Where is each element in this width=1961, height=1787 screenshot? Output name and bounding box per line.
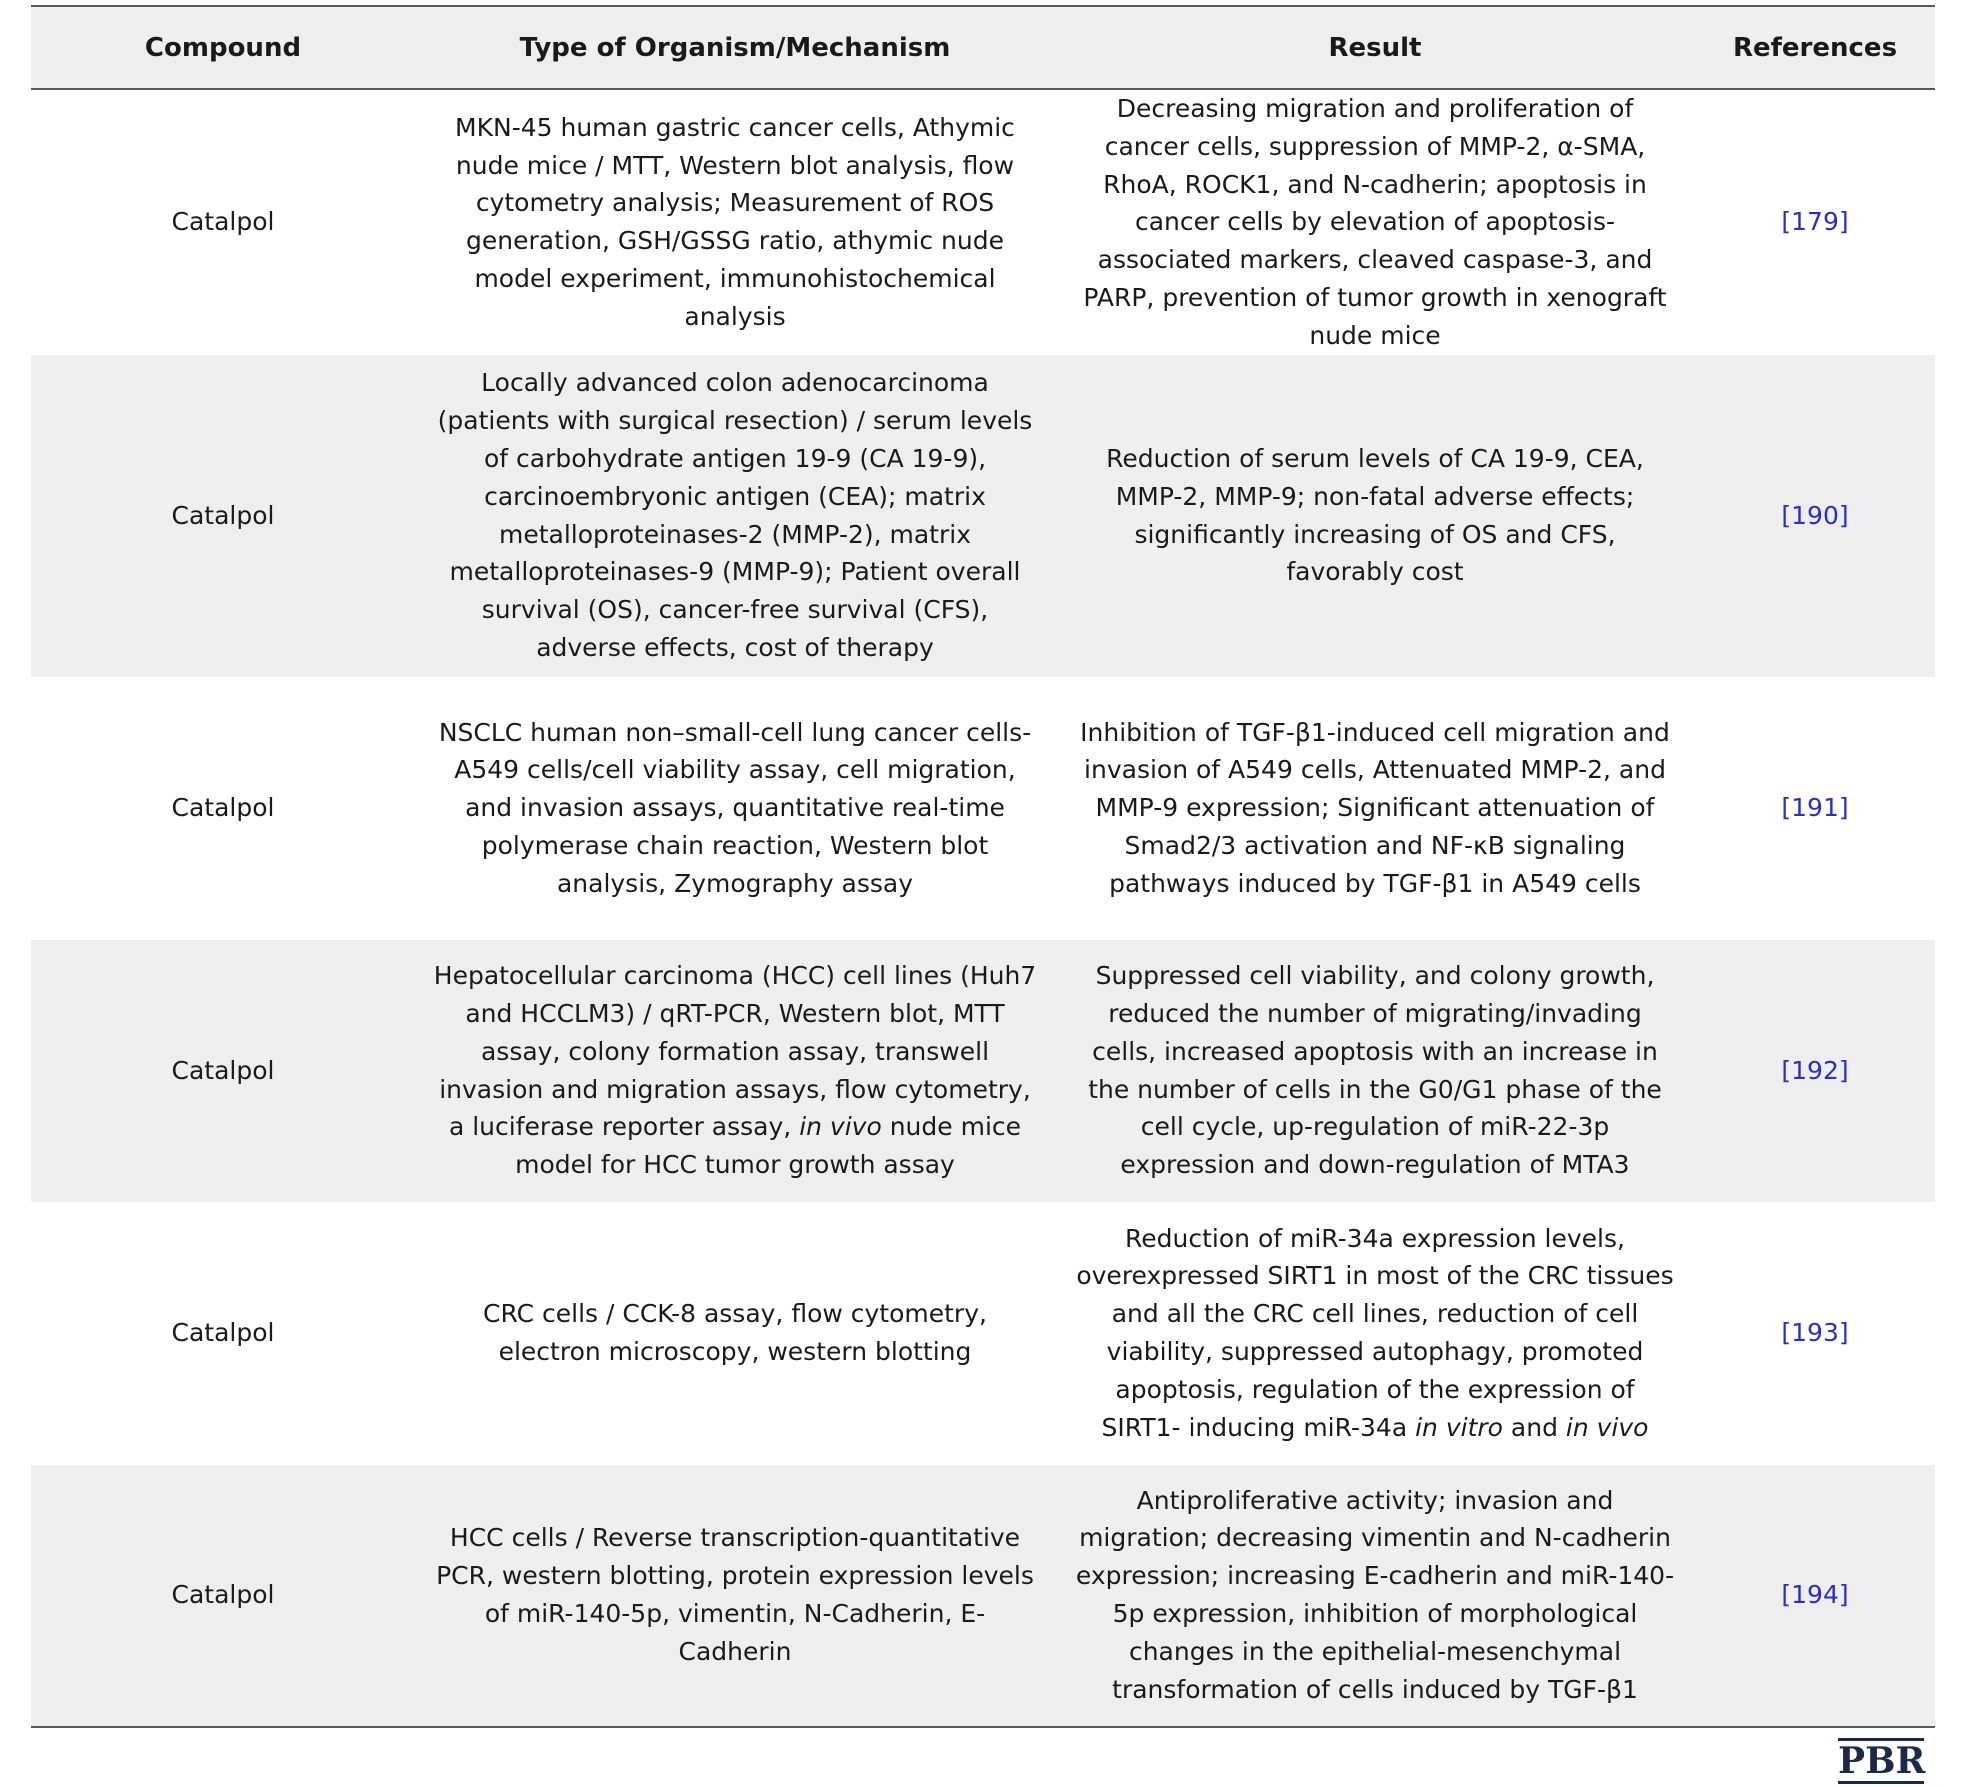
table-row xyxy=(31,1465,1935,1727)
mechanism-cell: NSCLC human non–small-cell lung cancer cells-A549 cells/cell viability assay, cell migration, and invasion assays, quantitative real-time polymerase chain reaction, Western blot analysis, Zymography assay xyxy=(438,717,1032,898)
result-cell xyxy=(1055,1202,1695,1465)
mechanism-cell: Locally advanced colon adenocarcinoma (patients with surgical resection) / serum levels of carbohydrate antigen 19-9 (CA 19-9), carcinoembryonic antigen (CEA); matrix metalloproteinases-2 (MMP-2), matrix metalloproteinases-9 (MMP-9); Patient overall survival (OS), cancer-free survival (CFS), adverse effects, cost of therapy xyxy=(415,355,1055,677)
compound-cell: Catalpol xyxy=(31,355,415,677)
header-result: Result xyxy=(1055,6,1695,89)
result-italic-text: in vitro xyxy=(1415,1412,1503,1442)
header-compound: Compound xyxy=(31,6,415,89)
pbr-logo: PBR xyxy=(1838,1740,1926,1782)
reference-link[interactable]: [190] xyxy=(1695,355,1935,677)
result-cell: Antiproliferative activity; invasion and migration; decreasing vimentin and N-cadherin expression; increasing E-cadherin and miR-140-5p expression, inhibition of morphological changes in the epithelial-mesenchymal transformation of cells induced by TGF-β1 xyxy=(1055,1465,1695,1727)
table-row xyxy=(31,355,1935,677)
compound-cell: Catalpol xyxy=(171,1318,275,1348)
result-text-middle: and xyxy=(1502,1412,1566,1442)
result-cell: Reduction of serum levels of CA 19-9, CEA, MMP-2, MMP-9; non-fatal adverse effects; significantly increasing of OS and CFS, favorably cost xyxy=(1055,355,1695,677)
reference-link[interactable]: [191] xyxy=(1781,793,1849,823)
table-row xyxy=(31,677,1935,940)
mechanism-italic-text: in vivo xyxy=(799,1112,882,1142)
table-row xyxy=(31,940,1935,1202)
result-cell: Inhibition of TGF-β1-induced cell migration and invasion of A549 cells, Attenuated MMP-2, and MMP-9 expression; Significant attenuation of Smad2/3 activation and NF-κB signaling pathways induced by TGF-β1 in A549 cells xyxy=(1080,717,1670,898)
result-cell: Decreasing migration and proliferation of cancer cells, suppression of MMP-2, α-SMA, RhoA, ROCK1, and N-cadherin; apoptosis in cancer cells by elevation of apoptosis-associated markers, cleaved caspase-3, and PARP, prevention of tumor growth in xenograft nude mice xyxy=(1083,94,1667,350)
reference-link[interactable]: [179] xyxy=(1781,207,1849,237)
mechanism-cell: MKN-45 human gastric cancer cells, Athymic nude mice / MTT, Western blot analysis, flow cytometry analysis; Measurement of ROS generation, GSH/GSSG ratio, athymic nude model experiment, immunohistochemical analysis xyxy=(455,112,1015,331)
header-row xyxy=(31,6,1935,89)
table-row xyxy=(31,1202,1935,1465)
mechanism-text: Hepatocellular carcinoma (HCC) cell lines (Huh7 and HCCLM3) / qRT-PCR, Western blot, MTT assay, colony formation assay, transwell invasion and migration assays, flow cytometry, a luciferase reporter assay, xyxy=(433,961,1037,1142)
mechanism-cell: CRC cells / CCK-8 assay, flow cytometry, electron microscopy, western blotting xyxy=(483,1299,987,1367)
mechanism-cell: HCC cells / Reverse transcription-quantitative PCR, western blotting, protein expression levels of miR-140-5p, vimentin, N-Cadherin, E-Cadherin xyxy=(415,1465,1055,1727)
mechanism-text-tail: nude mice model for HCC tumor growth assay xyxy=(515,1112,1022,1180)
compound-cell: Catalpol xyxy=(171,793,275,823)
reference-link[interactable]: [193] xyxy=(1781,1318,1849,1348)
result-italic-text: in vivo xyxy=(1565,1412,1649,1442)
compound-cell: Catalpol xyxy=(31,1465,415,1727)
result-text: Reduction of miR-34a expression levels, overexpressed SIRT1 in most of the CRC tissues and all the CRC cell lines, reduction of cell viability, suppressed autophagy, promoted apoptosis, regulation of the expression of SIRT1- inducing miR-34a xyxy=(1076,1223,1674,1442)
reference-link[interactable]: [194] xyxy=(1695,1465,1935,1727)
compound-cell: Catalpol xyxy=(171,207,275,237)
header-references: References xyxy=(1695,6,1935,89)
header-mechanism: Type of Organism/Mechanism xyxy=(415,6,1055,89)
mechanism-cell xyxy=(415,940,1055,1202)
result-cell: Suppressed cell viability, and colony growth, reduced the number of migrating/invading cells, increased apoptosis with an increase in the number of cells in the G0/G1 phase of the cell cycle, up-regulation of miR-22-3p expression and down-regulation of MTA3 xyxy=(1055,940,1695,1202)
data-table xyxy=(31,5,1935,1728)
table-row xyxy=(31,89,1935,355)
reference-link[interactable]: [192] xyxy=(1695,940,1935,1202)
compound-cell: Catalpol xyxy=(31,940,415,1202)
